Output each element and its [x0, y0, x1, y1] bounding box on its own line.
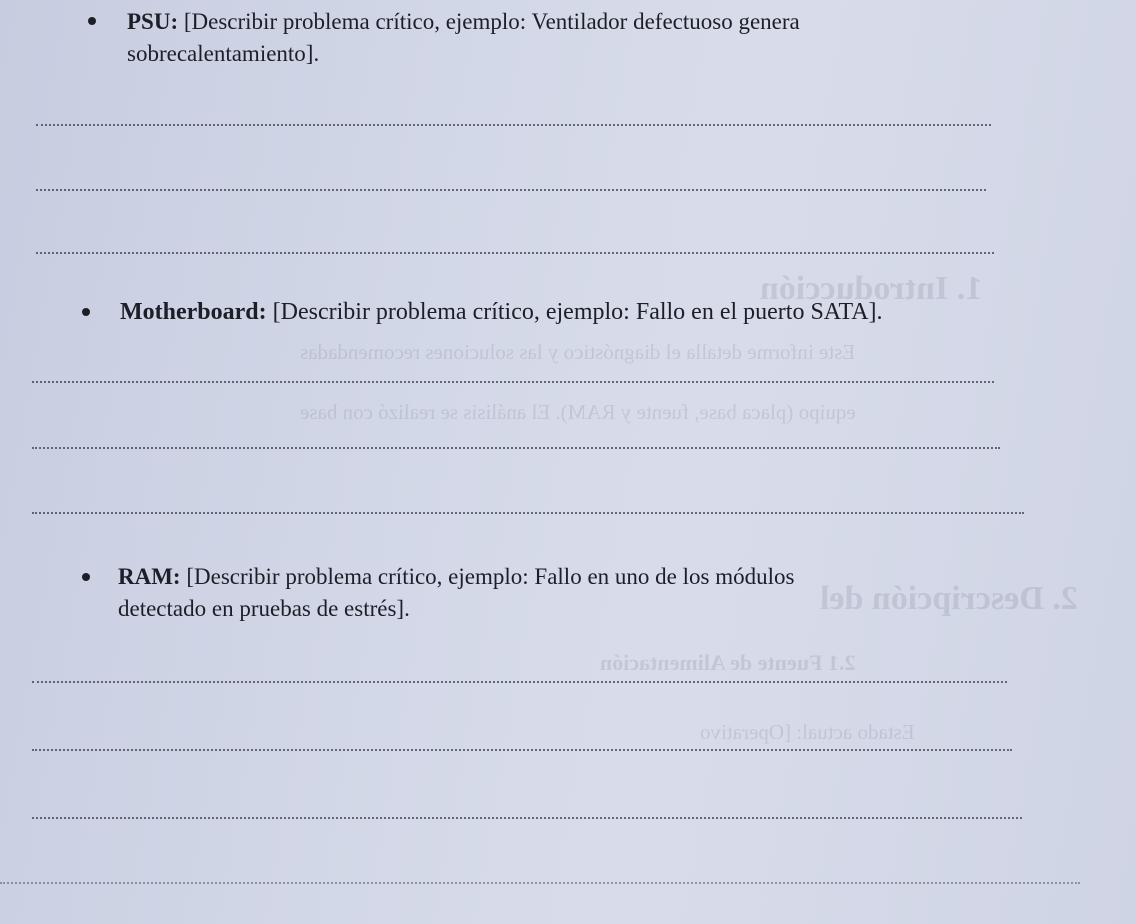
page-bottom-border — [0, 882, 1080, 884]
bleed-through-text: equipo (placa base, fuente y RAM). El análisis se realizó con base — [300, 400, 856, 424]
item-line — [127, 8, 1007, 36]
item-label: Motherboard: — [120, 299, 267, 325]
writing-line — [32, 817, 1022, 819]
writing-line — [32, 681, 1007, 683]
item-text: [Describir problema crítico, ejemplo: Fallo en uno de los módulos — [180, 564, 795, 589]
item-line — [120, 298, 1050, 326]
bleed-through-text: Estado actual: [Operativo — [700, 720, 915, 744]
writing-line — [32, 512, 1024, 514]
list-item-motherboard — [120, 298, 1050, 326]
writing-line — [32, 749, 1012, 751]
bleed-through-text: 2. Descripción del — [820, 580, 1078, 617]
bleed-through-text: Este informe detalla el diagnóstico y las soluciones recomendadas — [300, 340, 856, 364]
bleed-through-text: 1. Introducción — [760, 270, 983, 307]
writing-line — [36, 124, 991, 126]
writing-line — [32, 447, 1000, 449]
bullet-icon — [82, 308, 90, 316]
bullet-icon — [88, 17, 96, 25]
bullet-icon — [82, 573, 90, 581]
item-line: sobrecalentamiento]. — [127, 41, 320, 66]
writing-line — [32, 381, 994, 383]
item-text: [Describir problema crítico, ejemplo: Ventilador defectuoso genera — [178, 9, 800, 34]
writing-line — [36, 189, 986, 191]
bleed-through-text: 2.1 Fuente de Alimentación — [600, 650, 856, 675]
item-label: RAM: — [118, 564, 181, 589]
list-item-psu — [127, 8, 1007, 68]
writing-line — [36, 252, 994, 254]
item-line: detectado en pruebas de estrés]. — [118, 596, 410, 621]
list-item-ram — [118, 563, 1018, 623]
item-label: PSU: — [127, 9, 179, 34]
item-line — [118, 563, 1018, 591]
item-text: [Describir problema crítico, ejemplo: Fallo en el puerto SATA]. — [266, 299, 883, 325]
